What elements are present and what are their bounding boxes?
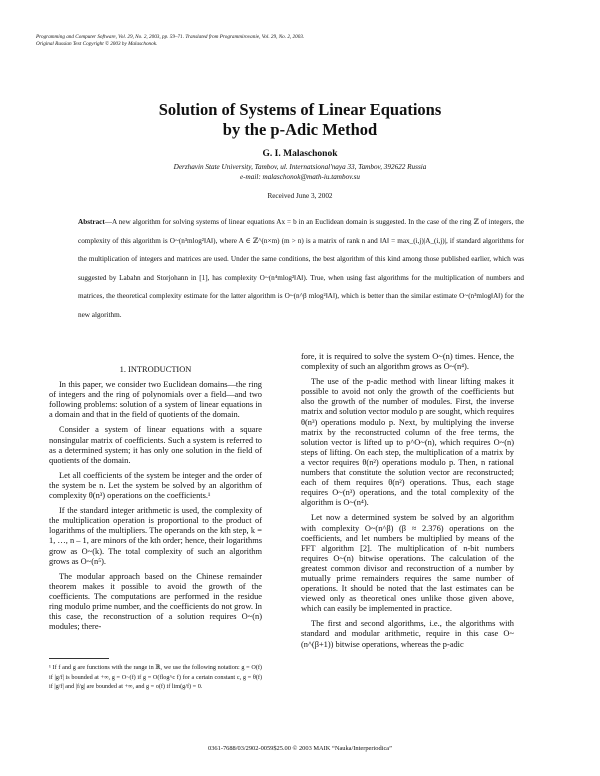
journal-header-line1: Programming and Computer Software, Vol. 29, No. 2, 2003, pp. 59–71. Translated from Programmirovanie, Vol. 29, No. 2, 2003. [36,34,305,40]
copyright-line: 0361-7688/03/2902-0059$25.00 © 2003 MAIK “Nauka/Interperiodica” [208,745,392,752]
right-paragraph: fore, it is required to solve the system O~(n) times. Hence, the complexity of such an algorithm grows as O~(n⁴). [301,352,514,372]
abstract-text: —A new algorithm for solving systems of linear equations Ax = b in an Euclidean domain is suggested. In the case of the ring ℤ of integers, the complexity of this algorithm is O~(n³mlog²‖A‖), where A ∈ ℤ^(n×m) (m > n) is a matrix of rank n and ‖A‖ = max_(i,j)|A_(i,j)|, if standard algorithms for the multiplication of integers and matrices are used. Under the same conditions, the best algorithm of this kind among those published earlier, which was suggested by Labahn and Storjohann in [1], has complexity O~(n⁴mlog²‖A‖). True, when using fast algorithms for the multiplication of numbers and matrices, the theoretical complexity estimate for the latter algorithm is O~(n^β mlog²‖A‖), which is better than the similar estimate O~(n³mlog‖A‖) for the new algorithm. [78,218,524,319]
left-paragraph: The modular approach based on the Chinese remainder theorem makes it possible to avoid the growth of the coefficients. The computations are performed in the residue ring modulo prime number, and the coefficients do not grow. In this case, the reconstruction of a solution requires O~(n) modules; there- [49,571,262,632]
paper-title [0,100,600,140]
journal-header [36,34,576,48]
section-heading: 1. INTRODUCTION [119,365,192,374]
right-paragraph: The use of the p-adic method with linear lifting makes it possible to avoid not only the growth of the coefficients but also the growth of the number of modules. First, the inverse matrix and solution vector modulo p are sought, which requires θ(n³) operations modulo p. Next, by multiplying the inverse matrix by the reconstructed column of the free terms, the solution vector is lifted up to p^O~(n), which requires O~(n) steps of lifting. On each step, the multiplication of a matrix by a vector requires θ(n²) operations modulo p. Then, n rational numbers that constitute the solution vector are reconstructed; each of them requires θ(n²) operations. Thus, each stage requires O~(n³) operations, and the total complexity of the algorithm is O~(n⁴). [301,377,514,508]
received-date: Received June 3, 2002 [267,192,333,200]
affiliation-line1: Derzhavin State University, Tambov, ul. Internatsional'naya 33, Tambov, 392622 Russia [173,163,427,171]
journal-header-line2: Original Russian Text Copyright © 2003 by Malaschonok. [36,41,158,47]
footnote: ¹ If f and g are functions with the range in ℝ, we use the following notation: g = O(f) if |g/f| is bounded at +∞, g = O~(f) if g = O(flog^c f) for a certain constant c, g = θ(f) if |g/f| and |f/g| are bounded at +∞, and g = o(f) if lim(g/f) = 0. [49,664,262,691]
left-paragraph: Let all coefficients of the system be integer and the order of the system be n. Let the system be solved by an algorithm of complexity θ(n³) operations on the coefficients.¹ [49,470,262,501]
right-paragraph: The first and second algorithms, i.e., the algorithms with standard and modular arithmetic, require in this case O~(n^(β+1)) bitwise operations, whereas the p-adic [301,619,514,649]
title-line2: by the p-Adic Method [222,120,378,139]
author: G. I. Malaschonok [262,149,338,159]
left-column [49,365,262,637]
title-line1: Solution of Systems of Linear Equations [158,100,442,119]
left-paragraph: Consider a system of linear equations with a square nonsingular matrix of coefficients. Such a system is referred to as a determined system; it has only one solution in the field of quotients of the domain. [49,425,262,465]
left-paragraph: If the standard integer arithmetic is used, the complexity of the multiplication operation is proportional to the product of logarithms of the multipliers. The operands on the kth step, k = 1, …, n – 1, are minors of the kth order; hence, their logarithms grow as O~(k). The total complexity of such an algorithm grows as O~(n⁵). [49,506,262,566]
footnote-divider [49,658,109,659]
right-paragraph: Let now a determined system be solved by an algorithm with complexity O~(n^β) (β ≈ 2.376) operations on the coefficients, and let numbers be multiplied by means of the FFT algorithm [2]. The multiplication of n-bit numbers requires O~(n) bitwise operations. The calculation of the greatest common divisor and reconstruction of a number by mutually prime remainders requires the same number of operations. It should be noted that the last estimates can be viewed only as theoretical ones unlike those given above, which can easily be implemented in practice. [301,513,514,614]
abstract-label: Abstract [78,218,105,226]
right-column [301,352,514,655]
affiliation [0,163,600,182]
abstract [78,213,524,324]
left-paragraph: In this paper, we consider two Euclidean domains—the ring of integers and the ring of polynomials over a field—and two following problems: solution of a system of linear equations in a domain and that in the field of quotients of the domain. [49,380,262,420]
affiliation-line2: e-mail: malaschonok@math-iu.tambov.su [239,172,361,181]
